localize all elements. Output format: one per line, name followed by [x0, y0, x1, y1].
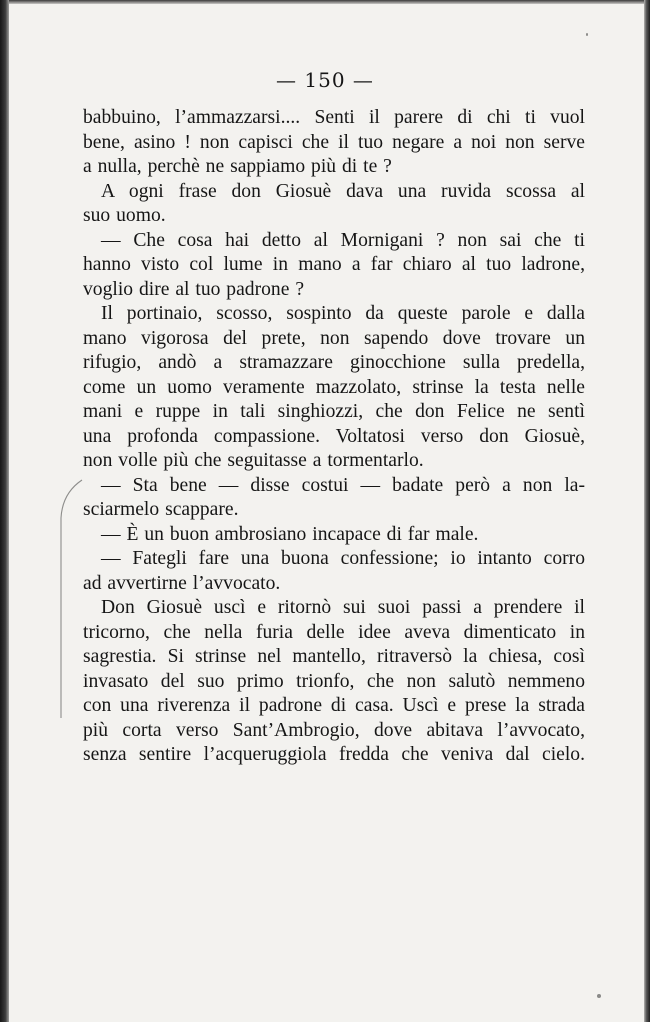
- text-line: sciarmelo scappare.: [83, 499, 239, 520]
- text-line: ad avvertirne l’avvocato.: [83, 572, 281, 594]
- text-line: non volle più che seguitasse a tormentarlo.: [83, 450, 424, 471]
- scan-edge-right: [644, 0, 650, 1022]
- text-line: tricorno, che nella furia delle idee aveva dimenticato in: [83, 621, 585, 643]
- paper-speck: [586, 33, 588, 36]
- pencil-margin-mark: [56, 478, 86, 728]
- scan-edge-left: [0, 0, 9, 1022]
- page-number: — 150 —: [276, 68, 374, 92]
- scan-edge-top: [0, 0, 650, 4]
- body-text: [83, 106, 585, 768]
- text-line: sagrestia. Si strinse nel mantello, ritraversò la chiesa, così: [83, 646, 585, 667]
- text-line: come un uomo veramente mazzolato, strinse la testa nelle: [83, 376, 585, 398]
- text-line: — Sta bene — disse costui — badate però a non la-: [101, 474, 585, 496]
- text-line: A ogni frase don Giosuè dava una ruvida scossa al: [101, 180, 585, 202]
- text-line: — Fategli fare una buona confessione; io intanto corro: [101, 548, 585, 569]
- paper-speck: [597, 994, 601, 998]
- text-line: rifugio, andò a stramazzare ginocchione sulla predella,: [83, 352, 585, 373]
- text-line: babbuino, l’ammazzarsi.... Senti il parere di chi ti vuol: [83, 107, 585, 128]
- text-line: senza sentire l’acqueruggiola fredda che veniva dal cielo.: [83, 744, 585, 765]
- text-line: a nulla, perchè ne sappiamo più di te ?: [83, 156, 392, 177]
- text-line: — È un buon ambrosiano incapace di far male.: [101, 523, 479, 545]
- text-line: — Che cosa hai detto al Mornigani ? non sai che ti: [101, 229, 585, 251]
- text-line: Don Giosuè uscì e ritornò sui suoi passi a prendere il: [101, 597, 585, 618]
- text-line: più corta verso Sant’Ambrogio, dove abitava l’avvocato,: [83, 719, 585, 741]
- text-line: con una riverenza il padrone di casa. Uscì e prese la strada: [83, 695, 585, 716]
- text-line: mani e ruppe in tali singhiozzi, che don Felice ne sentì: [83, 401, 585, 422]
- text-line: hanno visto col lume in mano a far chiaro al tuo ladrone,: [83, 254, 585, 275]
- text-line: suo uomo.: [83, 205, 166, 226]
- text-line: mano vigorosa del prete, non sapendo dove trovare un: [83, 327, 585, 349]
- text-line: voglio dire al tuo padrone ?: [83, 278, 305, 300]
- text-line: bene, asino ! non capisci che il tuo negare a noi non serve: [83, 131, 585, 153]
- text-line: Il portinaio, scosso, sospinto da queste parole e dalla: [101, 303, 585, 324]
- text-line: invasato del suo primo trionfo, che non salutò nemmeno: [83, 670, 585, 692]
- text-line: una profonda compassione. Voltatosi verso don Giosuè,: [83, 425, 585, 447]
